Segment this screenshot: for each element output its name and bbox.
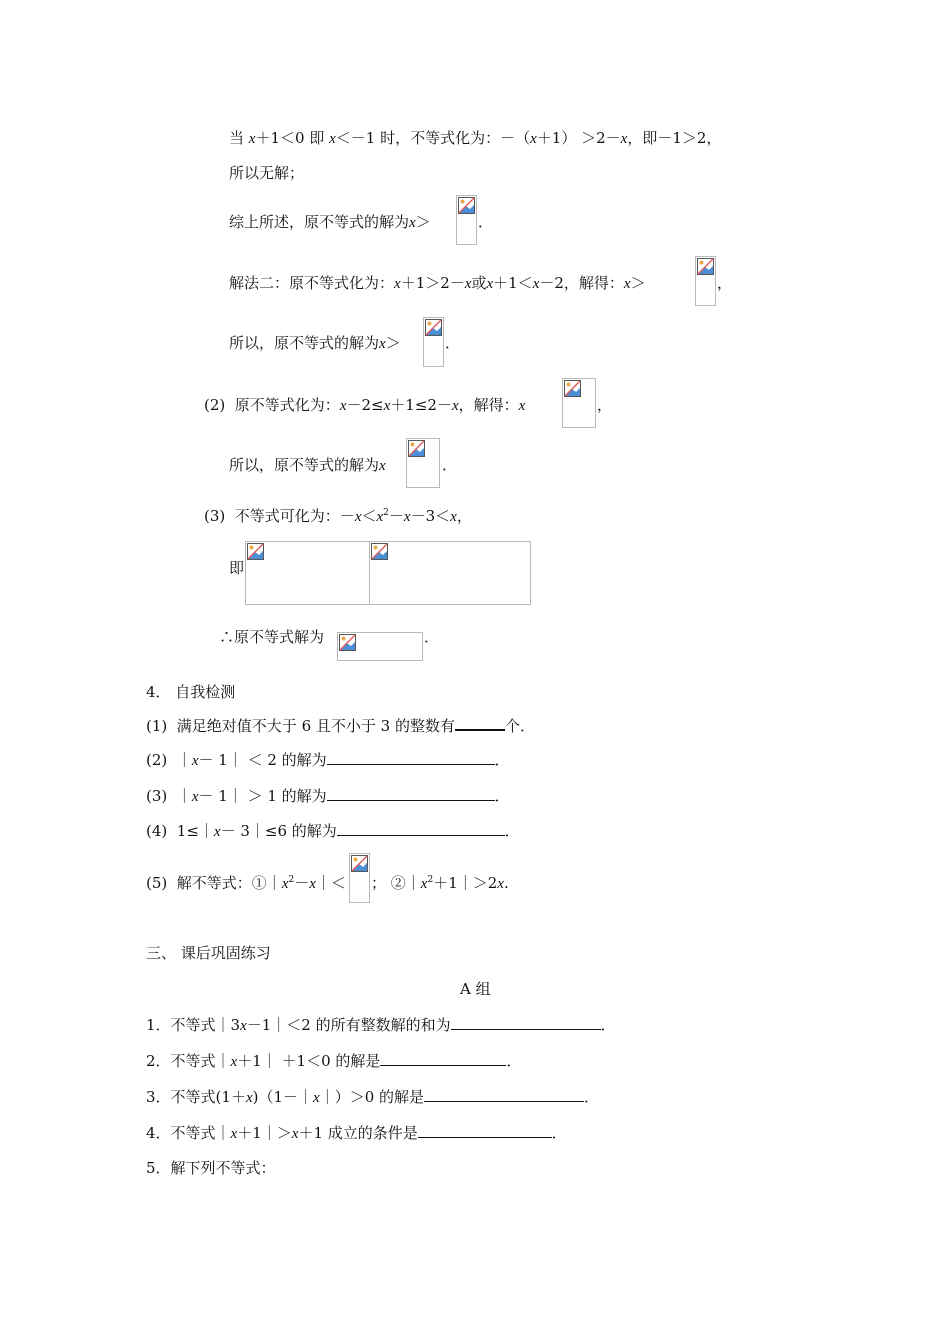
text: ｜）＞0 的解是	[319, 1088, 425, 1106]
text: 综上所述，原不等式的解为	[229, 213, 410, 231]
text: ＞	[630, 274, 646, 292]
var-x: x	[518, 398, 526, 414]
sol2-conclusion-end	[442, 455, 457, 475]
var-x: x	[403, 509, 411, 525]
superscript: 2	[383, 508, 389, 518]
text: ，解得：	[458, 396, 519, 414]
text: ，	[717, 274, 733, 292]
text: ＋1≤2－	[390, 396, 452, 414]
var-x: x	[248, 131, 256, 147]
var-x: x	[339, 398, 347, 414]
text: ； ②｜	[371, 874, 421, 892]
method2-end	[717, 273, 732, 293]
item-label: (2)	[146, 751, 168, 769]
text: －3	[410, 507, 436, 525]
text: ．	[424, 628, 440, 646]
var-x: x	[376, 509, 384, 525]
text: 解法二：原不等式化为：	[229, 274, 395, 292]
text: 满足绝对值不大于 6 且不小于 3 的整数有	[176, 717, 455, 735]
exercise-5	[146, 1158, 276, 1178]
text: － 3｜≤6 的解为	[220, 822, 337, 840]
text: ＋1＜0 即	[255, 129, 325, 147]
text: ．	[494, 751, 510, 769]
var-x: x	[420, 876, 428, 892]
text: ．	[600, 1016, 616, 1034]
var-x: x	[394, 276, 401, 292]
heading: 三、 课后巩固练习	[146, 944, 271, 962]
section-4-title	[146, 682, 235, 702]
text: －	[388, 507, 404, 525]
var-x: x	[383, 398, 391, 414]
superscript: 2	[427, 875, 434, 885]
text: ｜＜	[315, 874, 346, 892]
text: ＋1＞2－	[400, 274, 465, 292]
var-x: x	[451, 398, 459, 414]
text: 个．	[504, 717, 535, 735]
broken-image-icon	[562, 378, 596, 428]
text: 3．不等式(1＋	[146, 1088, 246, 1106]
broken-image-icon	[423, 317, 444, 367]
var-x: x	[450, 509, 457, 525]
summary-end	[478, 212, 493, 232]
item-label: (1)	[146, 717, 168, 735]
var-x: x	[620, 131, 628, 147]
q3	[146, 786, 510, 807]
var-x: x	[623, 276, 631, 292]
text: 5．解下列不等式：	[146, 1159, 276, 1177]
text: ，	[597, 396, 613, 414]
exercise-1	[146, 1015, 616, 1036]
var-x: x	[230, 1126, 238, 1142]
text: .	[503, 874, 509, 892]
q1	[146, 715, 535, 736]
heading: A 组	[460, 980, 491, 998]
var-x: x	[309, 876, 316, 892]
broken-image-icon	[245, 541, 370, 605]
answer-blank[interactable]	[455, 715, 505, 731]
text: ＞	[415, 213, 431, 231]
broken-image-icon	[456, 195, 477, 245]
text: ＋1 成立的条件是	[298, 1124, 418, 1142]
broken-image-icon	[695, 256, 716, 306]
broken-image-icon	[406, 438, 440, 488]
sol2-conclusion	[229, 455, 386, 476]
text: 即	[229, 559, 245, 577]
text: ．	[551, 1124, 567, 1142]
text: ．	[442, 456, 458, 474]
text: 不等式可化为：－	[234, 507, 355, 525]
case2-line	[229, 128, 721, 149]
text: ｜	[176, 787, 192, 805]
no-solution-line	[229, 163, 304, 183]
summary-line	[229, 212, 431, 233]
sol3-line	[204, 503, 472, 527]
text: 当	[229, 129, 245, 147]
var-x: x	[213, 824, 221, 840]
text: )（1－｜	[252, 1088, 314, 1106]
item-label: (3)	[204, 507, 226, 525]
answer-blank[interactable]	[337, 821, 505, 836]
text: 所以，原不等式的解为	[229, 334, 380, 352]
text: ＋1｜＞2	[433, 874, 498, 892]
answer-blank[interactable]	[380, 1051, 506, 1066]
text: ．	[506, 1052, 522, 1070]
text: ，	[456, 507, 472, 525]
var-x: x	[530, 131, 537, 147]
var-x: x	[281, 876, 289, 892]
sol2-line	[204, 395, 525, 416]
text: ＋1｜＞	[237, 1124, 292, 1142]
text: ．	[504, 822, 520, 840]
var-x: x	[379, 336, 386, 352]
text: － 1｜ ＞ 1 的解为	[198, 787, 327, 805]
superscript: 2	[288, 875, 295, 885]
broken-image-icon	[337, 632, 423, 661]
text: ＞	[385, 334, 401, 352]
exercise-2	[146, 1051, 521, 1072]
var-x: x	[379, 458, 386, 474]
group-a-title	[460, 979, 491, 999]
var-x: x	[486, 276, 494, 292]
q5-part2	[371, 870, 509, 894]
text: ＋1） ＞2－	[536, 129, 621, 147]
q5	[146, 870, 346, 894]
section-3-title	[146, 943, 271, 963]
q4	[146, 821, 520, 842]
heading: 4． 自我检测	[146, 683, 236, 701]
var-x: x	[354, 509, 362, 525]
text: － 1｜ ＜ 2 的解为	[198, 751, 327, 769]
sol2-end	[597, 395, 612, 415]
text: ＜	[361, 507, 377, 525]
text: ＋1＜	[493, 274, 533, 292]
broken-image-icon	[369, 541, 531, 605]
text: ．	[445, 334, 461, 352]
text: 原不等式化为：	[234, 396, 340, 414]
var-x: x	[497, 876, 504, 892]
answer-blank[interactable]	[451, 1015, 601, 1030]
text: ＋1｜ ＋1＜0 的解是	[237, 1052, 381, 1070]
text: －2，解得：	[539, 274, 624, 292]
text: ．	[478, 213, 494, 231]
var-x: x	[329, 131, 336, 147]
exercise-4	[146, 1123, 567, 1144]
item-label: (4)	[146, 822, 168, 840]
method2-conclusion	[229, 333, 401, 354]
text: 2．不等式｜	[146, 1052, 231, 1070]
var-x: x	[191, 789, 199, 805]
text: －1｜＜2 的所有整数解的和为	[246, 1016, 451, 1034]
text: －	[294, 874, 310, 892]
var-x: x	[532, 276, 540, 292]
answer-blank[interactable]	[327, 750, 495, 765]
text: ＜－1 时，不等式化为：－（	[335, 129, 531, 147]
sol3-ji	[229, 558, 244, 578]
method2-line	[229, 273, 646, 294]
text: 所以无解；	[229, 164, 305, 182]
text: ＜	[435, 507, 451, 525]
var-x: x	[191, 753, 199, 769]
exercise-3	[146, 1087, 599, 1108]
text: 所以，原不等式的解为	[229, 456, 380, 474]
text: ｜	[176, 751, 192, 769]
text: 4．不等式｜	[146, 1124, 231, 1142]
text: ．	[494, 787, 510, 805]
text: 或	[471, 274, 487, 292]
text: ∴原不等式解为	[219, 628, 325, 646]
var-x: x	[245, 1090, 253, 1106]
text: 解不等式：①｜	[176, 874, 282, 892]
answer-blank[interactable]	[327, 786, 495, 801]
broken-image-icon	[349, 853, 370, 903]
var-x: x	[230, 1054, 238, 1070]
item-label: (5)	[146, 874, 168, 892]
text: －2≤	[346, 396, 384, 414]
sol3-therefore	[219, 627, 324, 647]
sol3-therefore-end	[424, 627, 439, 647]
var-x: x	[313, 1090, 320, 1106]
text: ，即－1＞2，	[627, 129, 722, 147]
text: 1．不等式｜3	[146, 1016, 241, 1034]
var-x: x	[291, 1126, 299, 1142]
item-label: (2)	[204, 396, 226, 414]
var-x: x	[464, 276, 472, 292]
var-x: x	[409, 215, 416, 231]
answer-blank[interactable]	[418, 1123, 552, 1138]
var-x: x	[240, 1018, 247, 1034]
text: ．	[584, 1088, 600, 1106]
item-label: (3)	[146, 787, 168, 805]
answer-blank[interactable]	[424, 1087, 584, 1102]
q2	[146, 750, 510, 771]
method2-conclusion-end	[445, 333, 460, 353]
text: 1≤｜	[176, 822, 214, 840]
